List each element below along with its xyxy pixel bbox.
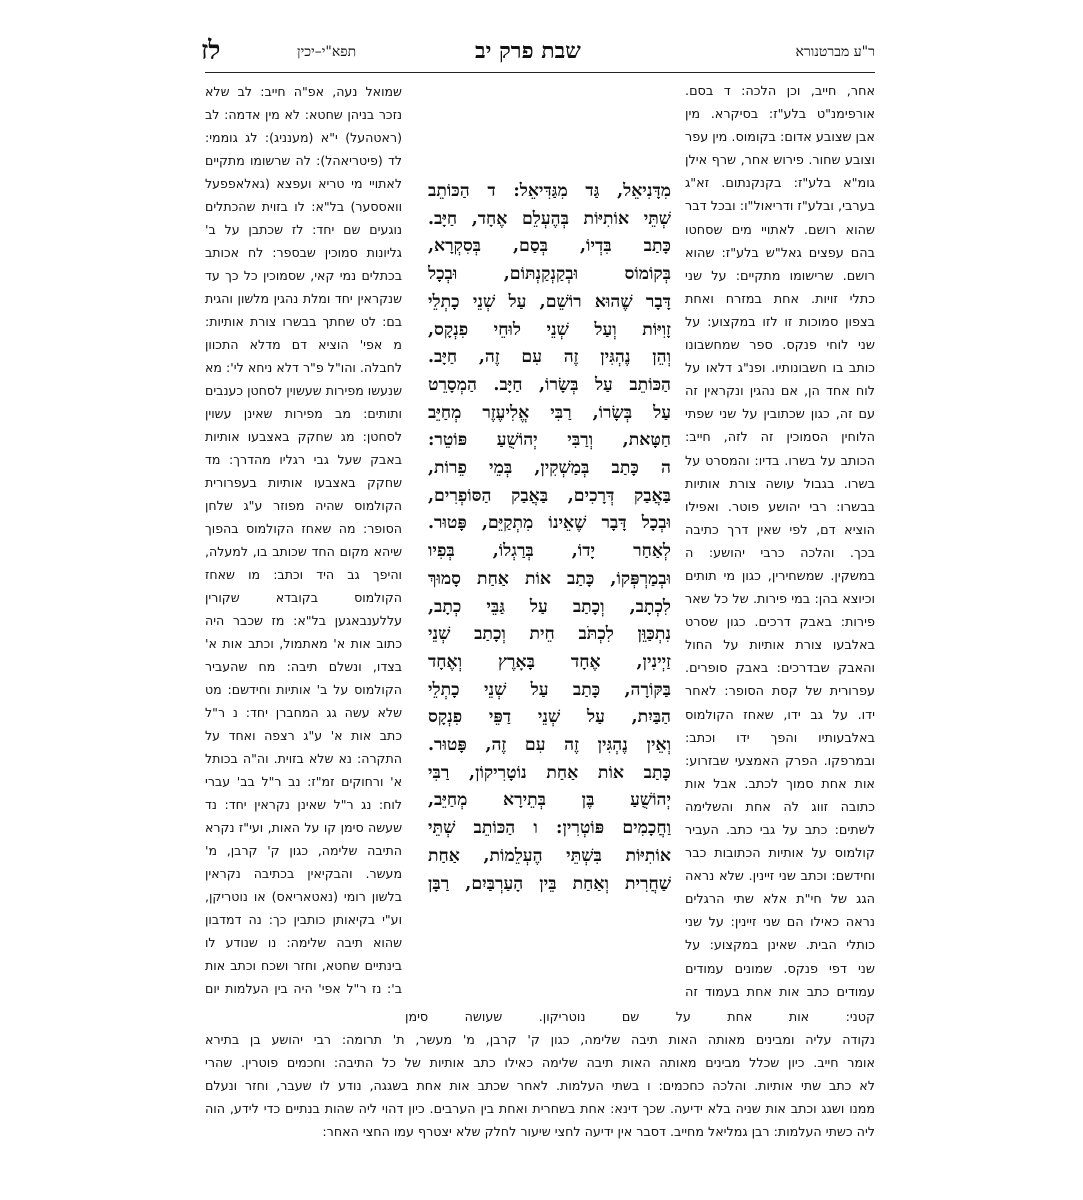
notes-text: שמואל נעה, אפ"ה חייב: לב שלא נזכר בניהן שחטא: לא מין אדמה: לב (ראטהעל) י"א (מענניג): לג גוממי: לד (פיטריאהל): לה שרשומו מתקיים לאתויי מי טריא ועפצא (גאלאפפעל וואססער) בל"א: לו בזוית שהכתלים נוגעים שם יחד: לז שכתבן על ב' גליונות סמוכין שבספר: לח אכותב בכתלים נמי קאי, שסמוכין כל כך עד שנקראין יחד ומלת נהגין מלשון והגית בם: לט שחתך בבשרו צורת אותיות: מ אפי' הוציא דם מדלא התכוון לחבלה. והו"ל פ"ר דלא ניחא לי': מא שנעשו מפירות שעשוין לסחטן כענבים ותותים: מב מפירות שאינן עשוין לסחטן: מג שחקק באצבעו אותיות באבק שעל גבי רגליו מהדרך: מד שחקק באצבעו אותיות בעפרורית הקולמוס שהיה מפוזר ע"ג שלחן הסופר: מה שאחז הקולמוס בהפוך שיהא מקום החד שכותב בו, למעלה, והיפך גב היד וכתב: מו שאחז הקולמוס בקובדא שקורין עללענבאגען בל"א: מז שכבר היה כתוב אות א' מאתמול, וכתב אות א' בצדו, ונשלם תיבה: מח שהעביר הקולמוס על ב' אותיות וחידשם: מט שלא עשה גג המחברן יחד: נ ר"ל כתב אות א' ע"ג רצפה ואחד על התקרה: נא שלא בזוית. וה"ה בכותל א' ורחוקים זמ"ז: נב ר"ל בב' עברי לוח: נג ר"ל שאינן נקראין יחד: נד שעשה סימן קו על האות, ועי"ז נקרא התיבה שלימה, כגון ק' קרבן, מ' מעשר. והבקיאין בכתיבה נקראין בלשון רומי (נאטאריאס) או נוטריקן, וע"י בקיאותן כותבין כך: נה דמדבון שהוא תיבה שלימה: נו שנודע לו בינתיים שחטא, וחזר ושכח וכתב אות ב': נז ר"ל אפי' היה בין העלמות יום — [205, 84, 402, 995]
mishnah-line: בַּקּוֹרָה, כָּתַב עַל שְׁנֵי כָתְלֵי — [428, 679, 671, 700]
bartenura-line: ממנו ושגג וכתב אות שניה בלא ידיעה. שכך דינא: אחת בשחרית ואחת בין הערבים. כיון דהוי ליה שהות בנתיים כדי לידע, הוה — [205, 1101, 875, 1116]
mishnah-line: הַכּוֹתֵב עַל בְּשָׂרוֹ, חַיָּב. הַמְסָרֵט — [428, 374, 671, 395]
bartenura-line: לא כתב שתי אותיות. והלכה כחכמים: ו בשתי העלמות. לאחר שכתב אות אחת בשגגה, נודע לו שעבר, וחזר ונעלם — [205, 1078, 875, 1093]
bartenura-line: ליה כשתי העלמות: רבן גמליאל מחייב. דסבר אין ידיעה לחצי שיעור לחלק שלא יצטרף עמו החצי האחר: — [322, 1124, 875, 1139]
mishnah-line: אוֹתִיּוֹת בִּשְׁתֵּי הֶעְלֵמוֹת, אַחַת — [428, 845, 671, 866]
header-tractate-chapter: שבת פרק יב — [475, 38, 581, 64]
mishnah-line: זָוִיּוֹת וְעַל שְׁנֵי לוּחֵי פִנְקָס, — [428, 319, 671, 340]
page-number: לז — [201, 36, 221, 66]
bartenura-text: אחר, חייב, וכן הלכה: ד בסם. אורפימנ"ט בלע"ז: בסיקרא. מין אבן שצובע אדום: בקומוס. מין עפר וצובע שחור. פירוש אחר, שרף אילן גומ"א בלע"ז: בקנקנתום. זא"ג בערבי, ובלע"ז ודריאול"ו: ובכל דבר שהוא רושם. לאתויי מים שסחטו בהם עפצים גאל"ש בלע"ז: שהוא רושם. שרישומו מתקיים: על שני כתלי זויות. אחת במזרח ואחת בצפון סמוכות זו לזו במקצוע: על שני לוחי פנקס. ספר שמחשבונו כותב בו חשבונותיו. ופנ"ג דלאו על לוח אחד הן, אם נהגין ונקראין זה עם זה, כגון שכתובין על שני שפתי הלוחין הסמוכין זה לזה, חייב: הכותב על בשרו. בדיו: והמסרט על בשרו. בגבול עושה צורת אותיות בבשרו: רבי יהושע פוטר. ואפילו הוציא דם, לפי שאין דרך כתיבה בכך. והלכה כרבי יהושע: ה במשקין. שמשחירין, כגון מי תותים וכיוצא בהן: במי פירות. של כל שאר פירות: באבק דרכים. כגון שסרט באלבעו צורת אותיות על החול והאבק שבדרכים: באבק סופרים. עפרורית של קסת הסופר: לאחר ידו. על גב ידו, שאחז הקולמוס באלבעותיו והפך ידו וכתב: ובמרפקו. הפרק האמצעי שבזרוע: אות אחת סמוך לכתב. אבל אות כתובה זווג לה אחת והשלימה לשתים: כתב על גבי כתב. העביר קולמוס על אותיות הכתובות כבר וחידשם: וכתב שני זיינין. שלא נראה הגג של חי"ת אלא שתי הרגלים נראה כאילו הם שני זיינין: על שני כותלי הבית. שאינן במקצוע: על שני דפי פנקס. שמונים עמודים עמודים כתב אות אחת בעמוד זה — [685, 84, 875, 1000]
mishnah-line: בַּאֲבַק דְּרָכִים, בַּאֲבַק הַסּוֹפְרִים, — [428, 485, 671, 506]
bartenura-line: נקודה עליה ומבינים מאותה האות תיבה שלימה, כגון ק' קרבן, מ' מעשר, ת' תרומה: רבי יהושע בן בתירא — [205, 1032, 875, 1047]
mishnah-line: הַבַּיִת, עַל שְׁנֵי דַפֵּי פִנְקָס — [428, 707, 671, 728]
mishnah-line: יְהוֹשֻׁעַ בֶּן בְּתֵירָא מְחַיֵּב, — [428, 790, 671, 811]
mishnah-line: כָּתַב אוֹת אַחַת נוֹטָרִיקוֹן, רַבִּי — [428, 762, 671, 783]
mishnah-line: שְׁתֵּי אוֹתִיּוֹת בְּהֶעְלֵם אֶחָד, חַיָּב. — [428, 208, 671, 229]
mishnah-line: כָּתַב בִּדְיוֹ, בְּסַם, בְּסִקְרָא, — [428, 236, 671, 257]
page-header — [201, 36, 875, 73]
mishnah-line: עַל בְּשָׂרוֹ, רַבִּי אֱלִיעֶזֶר מְחַיֵּב — [428, 402, 671, 423]
bartenura-continuation — [205, 1005, 875, 1143]
mishnah-line: נִתְכַּוֵּן לִכְתֹּב חֵית וְכָתַב שְׁנֵי — [428, 624, 671, 645]
mishnah-text — [428, 178, 671, 1018]
mishnah-line: וַחֲכָמִים פּוֹטְרִין: ו הַכּוֹתֵב שְׁתֵּי — [428, 818, 671, 839]
mishnah-line: מִדָּנִיאֵל, גַּד מִגַּדִּיאֵל: ד הַכּוֹתֵב — [428, 181, 671, 201]
mishnah-line: בְּקוֹמוֹס וּבְקַנְקַנְתּוֹם, וּבְכָל — [428, 264, 671, 285]
mishnah-line: חַטָּאת, וְרַבִּי יְהוֹשֻׁעַ פּוֹטֵר: — [428, 430, 671, 451]
bartenura-line: אומר חייב. כיון שכלל מבינים מאותה האות תיבה שלימה כאילו כתב אותיות של כל התיבה: וחכמים פוטרין. שהרי — [205, 1055, 875, 1070]
mishnah-line: וּבְכָל דָּבָר שֶׁאֵינוֹ מִתְקַיֵּם, פָּטוּר. — [428, 513, 671, 534]
tiferet-yisrael-notes — [205, 80, 402, 995]
mishnah-line: וְאֵין נֶהְגִּין זֶה עִם זֶה, פָּטוּר. — [428, 735, 671, 756]
bartenura-line: קטני: אות אחת על שם נוטריקון. שעושה סימן — [405, 1009, 875, 1024]
bartenura-commentary — [685, 80, 875, 1005]
mishnah-line: זַיְינִין, אֶחָד בָּאָרֶץ וְאֶחָד — [428, 651, 671, 672]
mishnah-line: שַׁחֲרִית וְאַחַת בֵּין הָעַרְבַּיִם, רַבָּן — [428, 873, 671, 894]
mishnah-line: לְאַחַר יָדוֹ, בְּרַגְלוֹ, בְּפִיו — [428, 541, 671, 562]
mishnah-line: ה כָּתַב בְּמַשְׁקִין, בְּמֵי פֵרוֹת, — [428, 458, 671, 479]
mishnah-line: וּבְמַרְפְּקוֹ, כָּתַב אוֹת אַחַת סָמוּךְ — [428, 568, 671, 589]
mishnah-line: לִכְתָב, וְכָתַב עַל גַּבֵּי כְתָב, — [428, 596, 671, 617]
header-tiferet-title: תפא"י–יכין — [297, 44, 357, 60]
mishnah-line: דָּבָר שֶׁהוּא רוֹשֵׁם, עַל שְׁנֵי כָתְלֵי — [428, 291, 671, 312]
mishnah-line: וְהֵן נֶהְגִּין זֶה עִם זֶה, חַיָּב. — [428, 347, 671, 368]
header-commentary-title: ר"ע מברטנורא — [795, 44, 875, 60]
